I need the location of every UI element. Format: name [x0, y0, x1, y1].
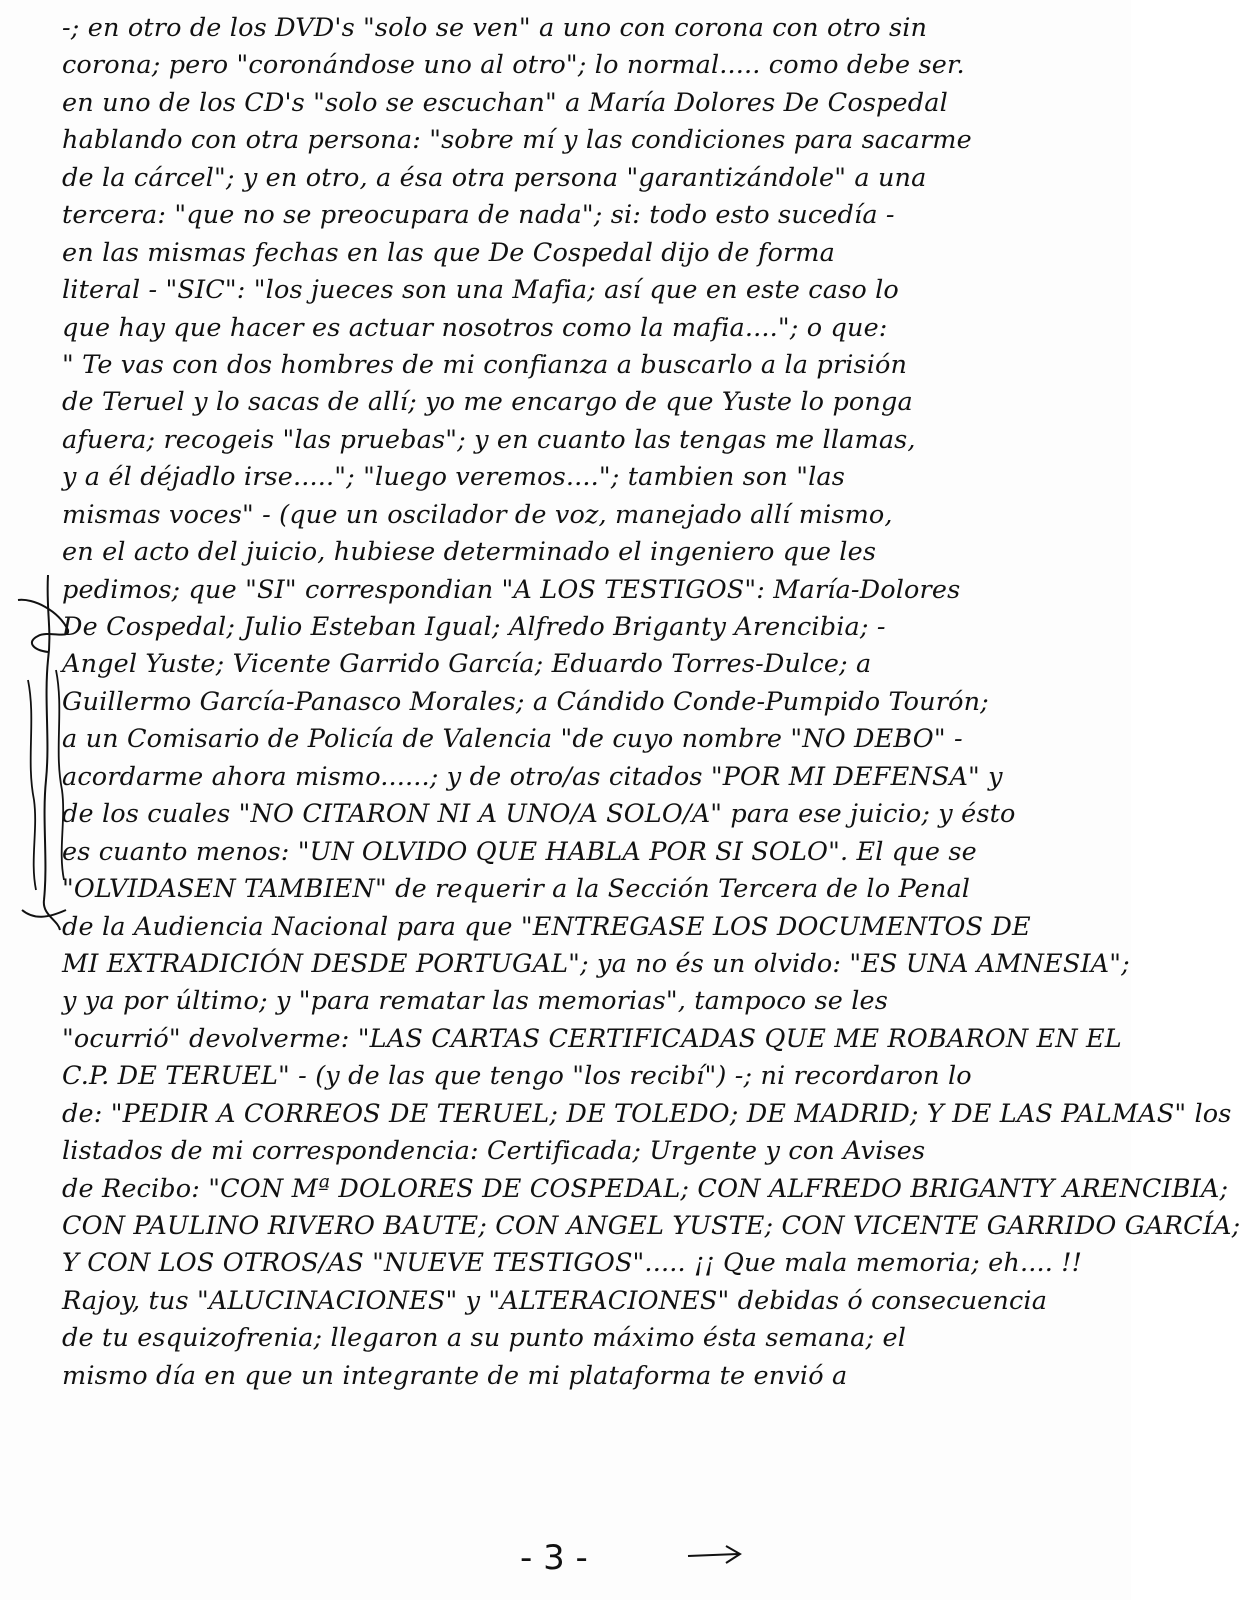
text-line: de los cuales "NO CITARON NI A UNO/A SOLO/A" para ese juicio; y ésto — [62, 799, 1016, 830]
text-line: de la cárcel"; y en otro, a ésa otra persona "garantizándole" a una — [62, 162, 927, 193]
text-line: a un Comisario de Policía de Valencia "de cuyo nombre "NO DEBO" - — [62, 724, 963, 755]
text-line: de Recibo: "CON Mª DOLORES DE COSPEDAL; CON ALFREDO BRIGANTY ARENCIBIA; — [62, 1173, 1229, 1204]
text-line: en uno de los CD's "solo se escuchan" a María Dolores De Cospedal — [62, 87, 948, 118]
text-line: y ya por último; y "para rematar las memorias", tampoco se les — [62, 986, 888, 1017]
text-line: De Cospedal; Julio Esteban Igual; Alfredo Briganty Arencibia; - — [62, 612, 886, 642]
text-line: -; en otro de los DVD's "solo se ven" a uno con corona con otro sin — [62, 13, 928, 43]
text-line: de: "PEDIR A CORREOS DE TERUEL; DE TOLEDO; DE MADRID; Y DE LAS PALMAS" los — [62, 1098, 1232, 1129]
text-line: CON PAULINO RIVERO BAUTE; CON ANGEL YUSTE; CON VICENTE GARRIDO GARCÍA; — [62, 1211, 1240, 1241]
text-line: "OLVIDASEN TAMBIEN" de requerir a la Sección Tercera de lo Penal — [62, 874, 971, 905]
text-line: listados de mi correspondencia: Certificada; Urgente y con Avises — [62, 1136, 926, 1167]
text-line: MI EXTRADICIÓN DESDE PORTUGAL"; ya no és un olvido: "ES UNA AMNESIA"; — [62, 948, 1130, 979]
text-line: que hay que hacer es actuar nosotros como la mafia...."; o que: — [62, 312, 888, 343]
text-line: mismo día en que un integrante de mi plataforma te envió a — [62, 1360, 848, 1391]
text-line: C.P. DE TERUEL" - (y de las que tengo "los recibí") -; ni recordaron lo — [62, 1061, 972, 1092]
text-line: corona; pero "coronándose uno al otro"; lo normal..... como debe ser. — [62, 50, 965, 81]
text-line: acordarme ahora mismo......; y de otro/as citados "POR MI DEFENSA" y — [62, 761, 1003, 792]
text-line: y a él déjadlo irse....."; "luego veremos...."; tambien son "las — [62, 462, 846, 493]
text-line: en el acto del juicio, hubiese determinado el ingeniero que les — [62, 537, 877, 568]
text-line: en las mismas fechas en las que De Cospedal dijo de forma — [62, 237, 835, 268]
text-line: Y CON LOS OTROS/AS "NUEVE TESTIGOS"..... ¡¡ Que mala memoria; eh.... !! — [62, 1248, 1083, 1279]
handwritten-body — [62, 10, 1240, 1395]
text-line: afuera; recogeis "las pruebas"; y en cuanto las tengas me llamas, — [62, 424, 916, 455]
page-number: - 3 - — [520, 1538, 588, 1578]
text-line: Rajoy, tus "ALUCINACIONES" y "ALTERACIONES" debidas ó consecuencia — [62, 1285, 1048, 1316]
right-arrow-icon — [686, 1540, 746, 1570]
text-line: Angel Yuste; Vicente Garrido García; Eduardo Torres-Dulce; a — [62, 649, 872, 680]
text-line: de Teruel y lo sacas de allí; yo me encargo de que Yuste lo ponga — [62, 387, 913, 418]
text-line: mismas voces" - (que un oscilador de voz, manejado allí mismo, — [62, 499, 893, 530]
text-line: pedimos; que "SI" correspondian "A LOS TESTIGOS": María-Dolores — [62, 574, 961, 605]
text-line: es cuanto menos: "UN OLVIDO QUE HABLA POR SI SOLO". El que se — [62, 836, 977, 867]
text-line: de la Audiencia Nacional para que "ENTREGASE LOS DOCUMENTOS DE — [62, 911, 1031, 942]
text-line: "ocurrió" devolverme: "LAS CARTAS CERTIFICADAS QUE ME ROBARON EN EL — [62, 1023, 1122, 1054]
text-line: de tu esquizofrenia; llegaron a su punto máximo ésta semana; el — [62, 1323, 907, 1354]
text-line: " Te vas con dos hombres de mi confianza a buscarlo a la prisión — [62, 349, 908, 380]
text-line: literal - "SIC": "los jueces son una Mafia; así que en este caso lo — [62, 275, 899, 306]
text-line: Guillermo García-Panasco Morales; a Cándido Conde-Pumpido Tourón; — [62, 686, 989, 717]
text-line: tercera: "que no se preocupara de nada"; si: todo esto sucedía - — [62, 200, 895, 231]
text-line: hablando con otra persona: "sobre mí y las condiciones para sacarme — [62, 125, 972, 156]
